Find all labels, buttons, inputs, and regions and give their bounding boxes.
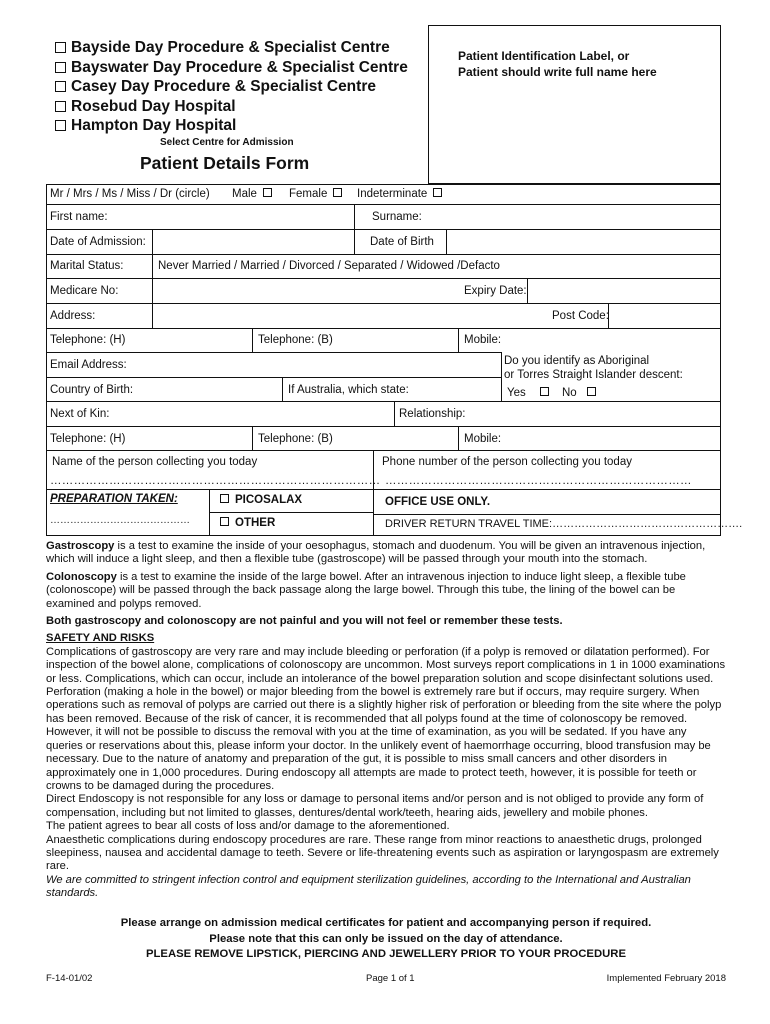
australia-state-label: If Australia, which state:	[288, 384, 409, 396]
centre-label: Rosebud Day Hospital	[71, 97, 236, 115]
patient-label-line2: Patient should write full name here	[458, 65, 657, 79]
male-label: Male	[232, 188, 257, 200]
kin-mobile-label: Mobile:	[464, 433, 502, 445]
admission-notes	[46, 916, 726, 963]
gender-indeterminate[interactable]	[357, 187, 442, 201]
no-checkbox[interactable]	[587, 387, 596, 396]
aboriginal-no[interactable]	[562, 386, 596, 400]
gender-male[interactable]	[232, 187, 272, 201]
telephone-home-label: Telephone: (H)	[50, 334, 126, 346]
other-checkbox[interactable]	[220, 517, 229, 526]
indeterminate-label: Indeterminate	[357, 188, 428, 200]
date-of-admission-label: Date of Admission:	[50, 236, 146, 248]
colonoscopy-paragraph	[46, 571, 726, 611]
gender-female[interactable]	[289, 187, 342, 201]
colonoscopy-term: Colonoscopy	[46, 570, 117, 583]
centre-label: Bayswater Day Procedure & Specialist Centre	[71, 58, 408, 76]
collector-phone-label: Phone number of the person collecting you today	[382, 456, 632, 468]
collector-name-dots[interactable]: …………………………………………………………………………	[50, 475, 381, 487]
centre-option-bayside[interactable]	[55, 38, 425, 58]
note-issued-day: Please note that this can only be issued on the day of attendance.	[209, 932, 563, 945]
address-label: Address:	[50, 310, 96, 322]
email-label: Email Address:	[50, 359, 127, 371]
office-use-label: OFFICE USE ONLY.	[385, 496, 491, 508]
direct-endoscopy-text: Direct Endoscopy is not responsible for any loss or damage to personal items and/or person and is not obliged to provide any form of compensation, including but not limited to glasses, dentures/dental work/teeth, hearing aids, jewellery and mobile phones.	[46, 793, 704, 819]
other-label: OTHER	[235, 517, 276, 529]
post-code-label: Post Code:	[552, 310, 609, 322]
patient-label-instructions	[458, 48, 657, 80]
female-checkbox[interactable]	[333, 188, 342, 197]
title-options: Mr / Mrs / Ms / Miss / Dr (circle)	[50, 188, 210, 200]
colonoscopy-text: is a test to examine the inside of the large bowel. After an intravenous injection to induce light sleep, a flexible tube (colonoscope) will be passed through the back passage along the large bowel. Through this tube, the lining of the bowel can be examined and polyps removed.	[46, 570, 686, 610]
checkbox-bayside[interactable]	[55, 42, 66, 53]
centre-label: Hampton Day Hospital	[71, 117, 237, 134]
gastroscopy-paragraph	[46, 540, 726, 567]
kin-telephone-home-label: Telephone: (H)	[50, 433, 126, 445]
mobile-label: Mobile:	[464, 334, 502, 346]
marital-options[interactable]: Never Married / Married / Divorced / Separated / Widowed /Defacto	[158, 260, 500, 272]
preparation-dots[interactable]: ……………………………………	[50, 515, 190, 526]
driver-return-time[interactable]: DRIVER RETURN TRAVEL TIME:…………………………………………….	[385, 518, 743, 530]
centre-selection	[55, 38, 425, 136]
patient-label-box[interactable]	[428, 25, 721, 184]
female-label: Female	[289, 188, 328, 200]
not-painful-statement: Both gastroscopy and colonoscopy are not painful and you will not feel or remember these tests.	[46, 615, 563, 628]
select-centre-label: Select Centre for Admission	[160, 137, 294, 148]
aboriginal-question-line1: Do you identify as Aboriginal	[504, 355, 650, 367]
form-title: Patient Details Form	[140, 153, 310, 173]
marital-status-label: Marital Status:	[50, 260, 124, 272]
collector-name-label: Name of the person collecting you today	[52, 456, 258, 468]
checkbox-casey[interactable]	[55, 81, 66, 92]
preparation-taken-label: PREPARATION TAKEN:	[50, 493, 178, 505]
patient-details-grid	[46, 184, 743, 536]
safety-text: Complications of gastroscopy are very rare and may include bleeding or perforation (if a polyp is removed or dilatation performed). For inspection of the bowel alone, complications of colonoscopy are uncommon. Most surveys report complications in 1 in 1000 examinations or less. Complications, which can occur, include an intolerance of the bowel preparation solution and scope disinfectant solutions used. Perforation (making a hole in the bowel) or major bleeding from the bowel is extremely rare but if occurs, may require surgery. When operations such as removal of polyps are carried out there is a slightly higher risk of perforation or bleeding from the site where the polyp has been removed. Because of the risk of cancer, it is recommended that all polyps found at the time of colonoscopy be removed. However, it will not be possible to discuss the removal with you at the time of examination, as you will be sedated. If you have any queries or reservations about this, please inform your doctor. In the unlikely event of haemorrhage occurring, blood transfusion may be necessary. Due to the nature of anatomy and preparation of the gut, it is possible to miss small cancers and other disorders in approximately one in 1,000 procedures. During endoscopy all attempts are made to protect teeth, however, it is possible for teeth or crowns to be damaged during the procedures.	[46, 645, 726, 792]
other-option[interactable]	[220, 516, 275, 530]
no-label: No	[562, 387, 577, 399]
gastroscopy-text: is a test to examine the inside of your oesophagus, stomach and duodenum. You will be given an intravenous injection, which will induce a light sleep, and then a flexible tube (gastroscope) will be passed through your mouth into the stomach.	[46, 540, 706, 566]
centre-option-casey[interactable]	[55, 77, 425, 97]
centre-label: Bayside Day Procedure & Specialist Centre	[71, 39, 390, 56]
picosalax-checkbox[interactable]	[220, 494, 229, 503]
checkbox-bayswater[interactable]	[55, 62, 66, 73]
yes-label: Yes	[507, 387, 526, 399]
yes-checkbox[interactable]	[540, 387, 549, 396]
centre-option-hampton[interactable]	[55, 116, 425, 136]
centre-option-rosebud[interactable]	[55, 97, 425, 117]
centre-label: Casey Day Procedure & Specialist Centre	[71, 78, 376, 95]
page-number: Page 1 of 1	[366, 973, 415, 984]
first-name-label: First name:	[50, 211, 108, 223]
medicare-label: Medicare No:	[50, 285, 119, 297]
anaesthetic-text: Anaesthetic complications during endoscopy procedures are rare. These range from minor reactions to anaesthetic drugs, prolonged sleepiness, nausea and accidental damage to teeth. Severe or life-threatening events such as aspiration or laryngospasm are extremely rare.	[46, 833, 719, 873]
collector-phone-dots[interactable]: ……………………………………………………………………	[385, 475, 692, 487]
safety-heading: SAFETY AND RISKS	[46, 632, 155, 645]
form-code: F-14-01/02	[46, 973, 93, 984]
gastroscopy-term: Gastroscopy	[46, 540, 115, 552]
expiry-date-label: Expiry Date:	[464, 285, 527, 297]
surname-label: Surname:	[372, 211, 422, 223]
checkbox-hampton[interactable]	[55, 120, 66, 131]
aboriginal-yes[interactable]	[507, 386, 549, 400]
date-of-birth-label: Date of Birth	[370, 236, 434, 248]
picosalax-option[interactable]	[220, 493, 302, 507]
note-remove-jewellery: PLEASE REMOVE LIPSTICK, PIERCING AND JEWELLERY PRIOR TO YOUR PROCEDURE	[146, 948, 626, 960]
next-of-kin-label: Next of Kin:	[50, 408, 110, 420]
implemented-date: Implemented February 2018	[606, 973, 726, 984]
aboriginal-question-line2: or Torres Straight Islander descent:	[504, 369, 683, 381]
patient-label-line1: Patient Identification Label, or	[458, 49, 630, 63]
relationship-label: Relationship:	[399, 408, 466, 420]
picosalax-label: PICOSALAX	[235, 494, 303, 506]
procedure-information	[46, 540, 726, 901]
telephone-business-label: Telephone: (B)	[258, 334, 333, 346]
male-checkbox[interactable]	[263, 188, 272, 197]
country-of-birth-label: Country of Birth:	[50, 384, 134, 396]
infection-control-statement: We are committed to stringent infection control and equipment sterilization guidelines, according to the International and Australian standards.	[46, 873, 691, 900]
agree-costs-text: The patient agrees to bear all costs of loss and/or damage to the aforementioned.	[46, 820, 450, 833]
note-certificates: Please arrange on admission medical certificates for patient and accompanying person if required.	[120, 917, 652, 929]
kin-telephone-business-label: Telephone: (B)	[258, 433, 333, 445]
centre-option-bayswater[interactable]	[55, 58, 425, 78]
indeterminate-checkbox[interactable]	[433, 188, 442, 197]
checkbox-rosebud[interactable]	[55, 101, 66, 112]
